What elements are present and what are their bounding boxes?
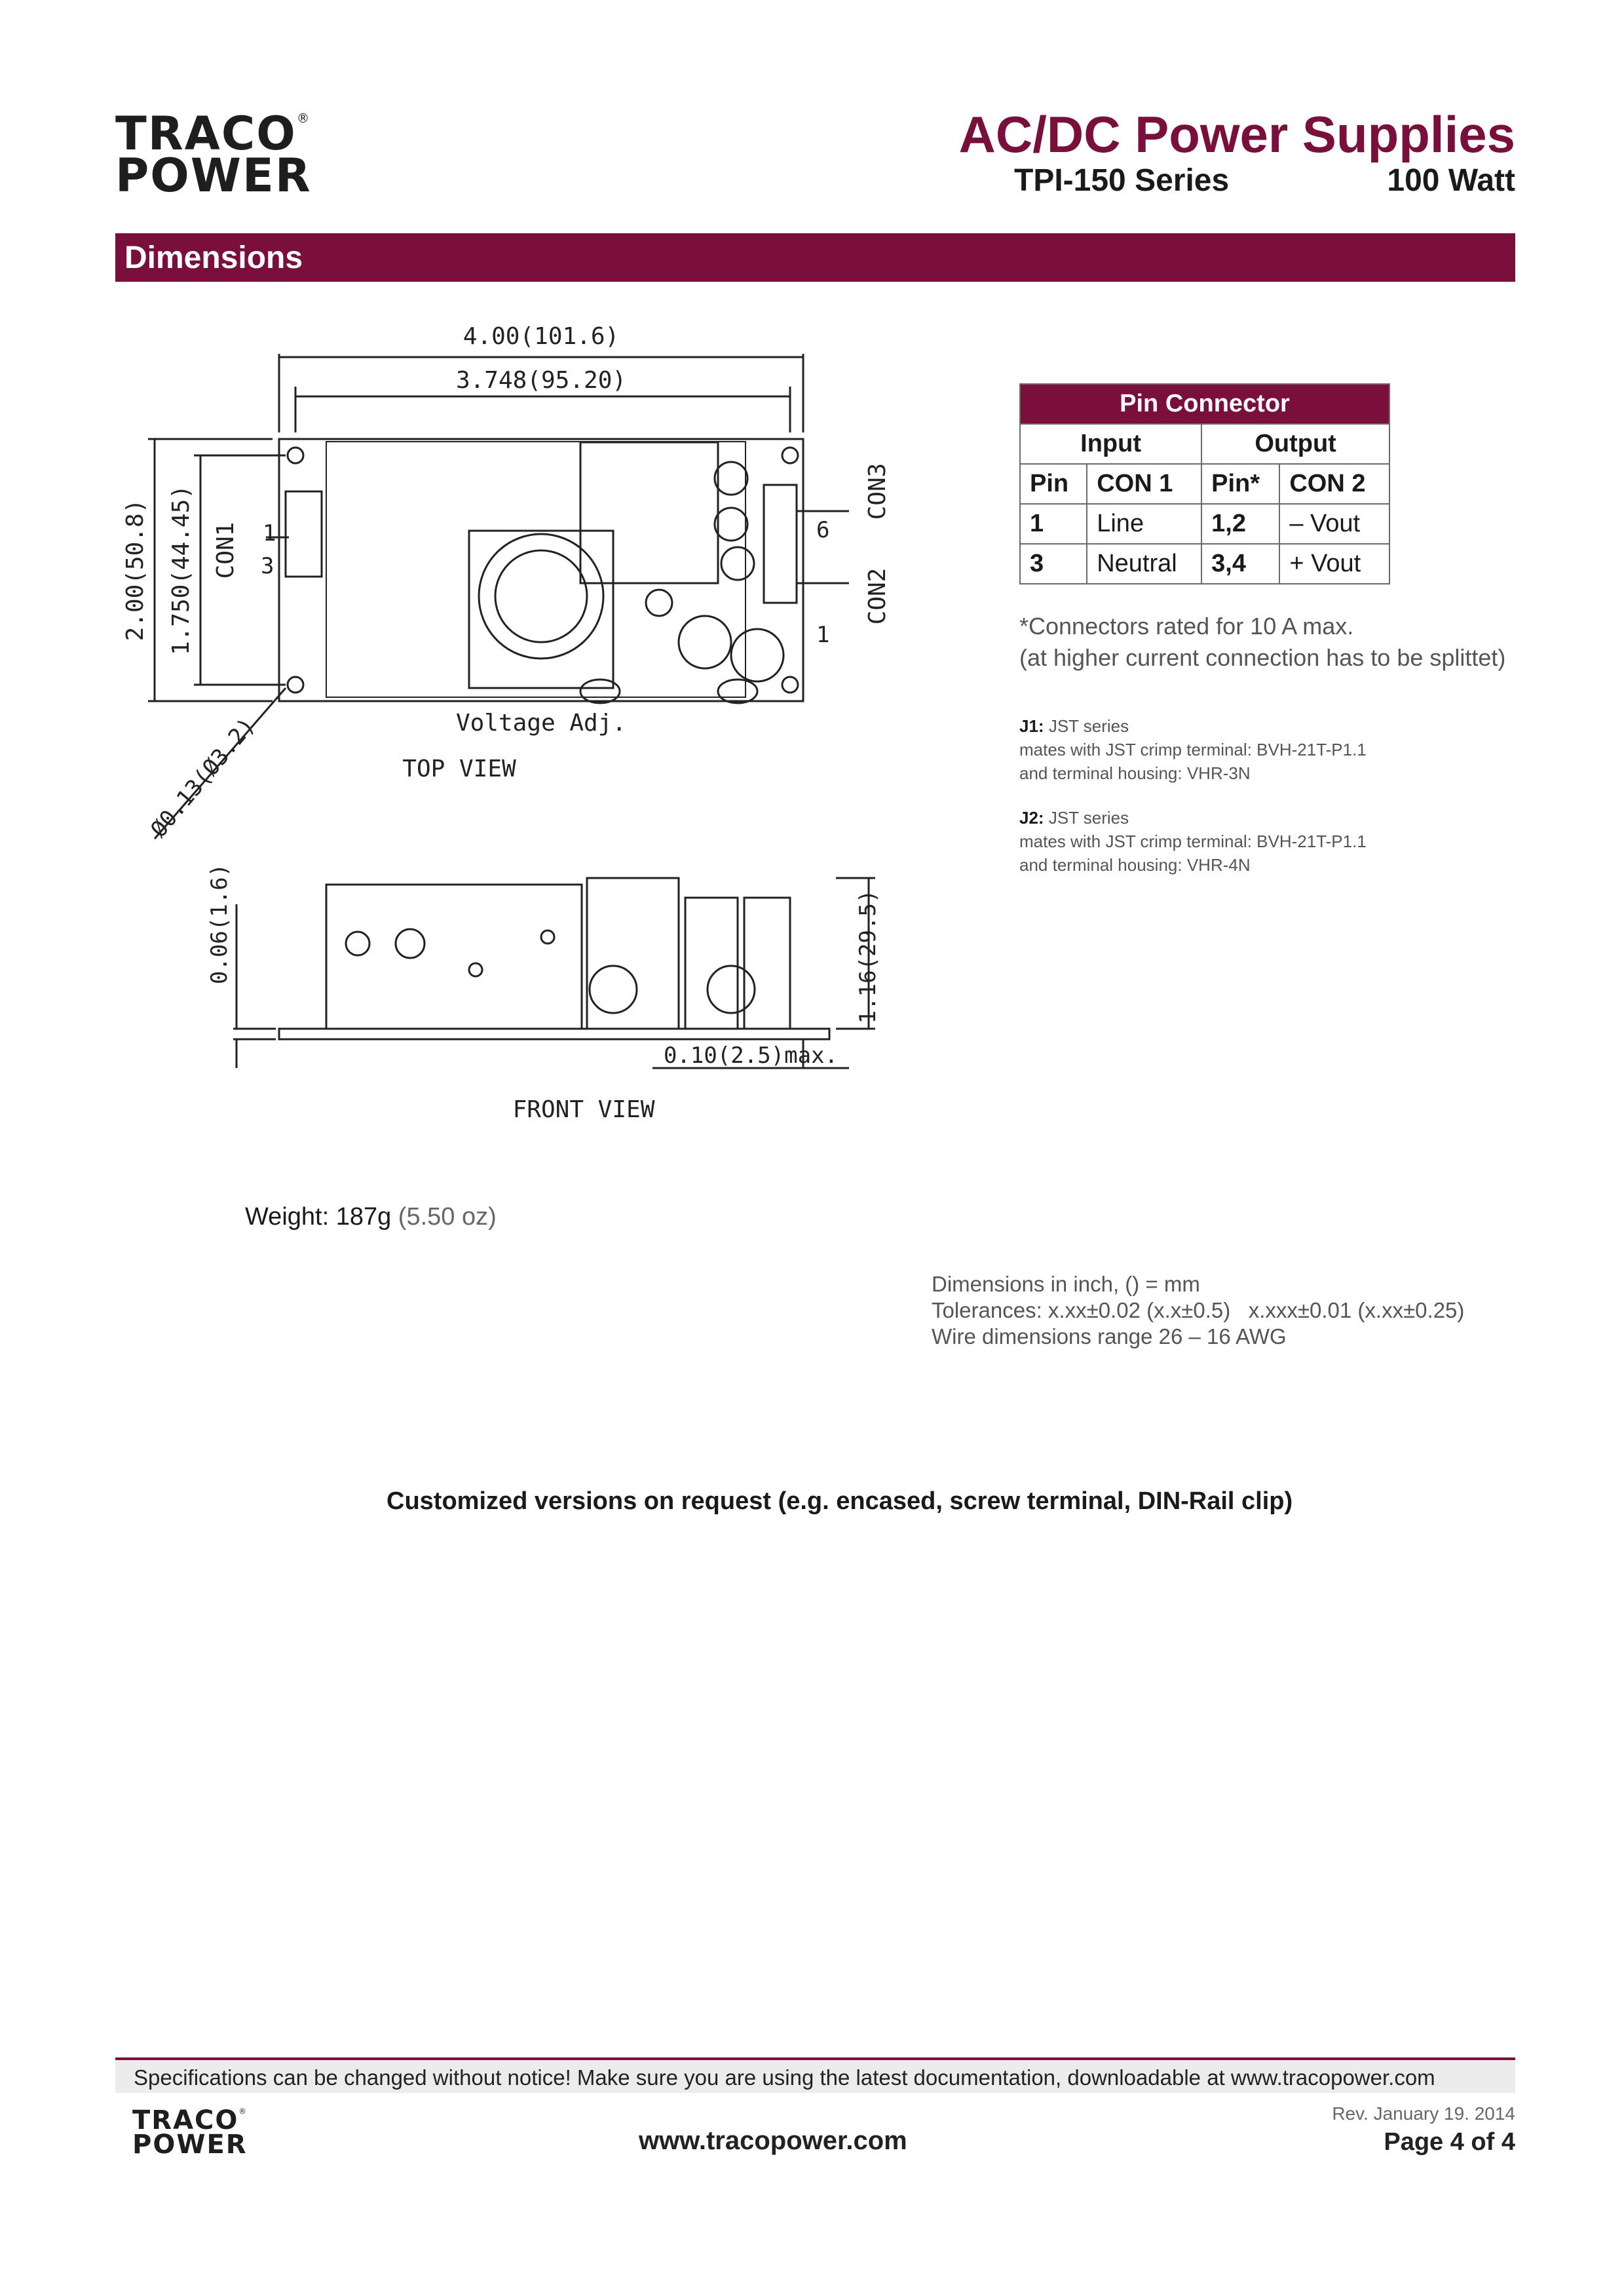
- j1-line1: JST series: [1048, 716, 1129, 736]
- dim-top-inner-height: 1.750(44.45): [168, 484, 195, 656]
- weight: [245, 1203, 497, 1231]
- table-cell: 3: [1020, 544, 1087, 584]
- dim-note-line3: Wire dimensions range 26 – 16 AWG: [932, 1324, 1287, 1349]
- dimension-drawing: [115, 315, 967, 1153]
- connector-note-line2: (at higher current connection has to be splittet): [1019, 644, 1506, 671]
- dim-top-width: 4.00(101.6): [463, 323, 620, 350]
- page-title: AC/DC Power Supplies: [958, 105, 1515, 163]
- pin-table-header: Pin*: [1201, 464, 1279, 504]
- dim-note-line1: Dimensions in inch, () = mm: [932, 1272, 1200, 1296]
- footer-notice-bar: [115, 2057, 1515, 2093]
- j2-note: [1019, 806, 1367, 877]
- weight-oz: (5.50 oz): [398, 1203, 497, 1231]
- con1-label: CON1: [212, 522, 239, 579]
- pin-table-output: Output: [1201, 424, 1389, 464]
- j1-note: [1019, 714, 1367, 785]
- con3-label: CON3: [864, 463, 891, 520]
- table-cell: 3,4: [1201, 544, 1279, 584]
- dimension-notes: [932, 1271, 1464, 1350]
- section-band: [115, 233, 1515, 282]
- series-name: TPI-150 Series: [1014, 163, 1230, 198]
- j2-line2: mates with JST crimp terminal: BVH-21T-P1.1: [1019, 832, 1367, 851]
- pin-table-header: CON 2: [1279, 464, 1389, 504]
- front-standoff-label: 0.06(1.6): [206, 863, 233, 985]
- logo-line1: TRACO: [115, 107, 297, 161]
- top-view-label: TOP VIEW: [402, 756, 516, 782]
- voltage-adj-label: Voltage Adj.: [455, 710, 627, 737]
- table-cell: 1,2: [1201, 504, 1279, 544]
- con2-label: CON2: [864, 567, 891, 625]
- logo-line2: POWER: [115, 149, 312, 203]
- wattage: 100 Watt: [1387, 163, 1515, 198]
- pin-table-header: Pin: [1020, 464, 1087, 504]
- pin-table-header: CON 1: [1087, 464, 1201, 504]
- footer-notice: Specifications can be changed without notice! Make sure you are using the latest documentation, downloadable at www.tracopower.com: [134, 2065, 1435, 2090]
- front-pin-label: 0.10(2.5)max.: [663, 1043, 839, 1069]
- footer-url: www.tracopower.com: [639, 2126, 907, 2155]
- front-height-label: 1.16(29.5): [855, 889, 881, 1024]
- table-cell: 1: [1020, 504, 1087, 544]
- dim-top-height: 2.00(50.8): [122, 499, 149, 641]
- front-view-board: [279, 1029, 829, 1039]
- table-row: [1020, 504, 1389, 544]
- connector-note: [1019, 611, 1505, 674]
- section-title: Dimensions: [124, 240, 303, 275]
- traco-logo: TRACO® POWER: [115, 107, 312, 203]
- pin-table-title: Pin Connector: [1020, 384, 1389, 424]
- footer-rev: Rev. January 19. 2014: [1332, 2103, 1515, 2124]
- footer-logo-line2: POWER: [132, 2129, 248, 2160]
- front-view-label: FRONT VIEW: [512, 1096, 655, 1123]
- table-cell: Line: [1087, 504, 1201, 544]
- footer-logo-line1: TRACO: [132, 2105, 239, 2135]
- pin6-label: 6: [816, 517, 830, 543]
- hole-label: Ø0.13(Ø3.2): [145, 712, 261, 843]
- table-cell: Neutral: [1087, 544, 1201, 584]
- footer-page: Page 4 of 4: [1384, 2128, 1515, 2156]
- j1-line2: mates with JST crimp terminal: BVH-21T-P1.1: [1019, 740, 1367, 759]
- pin3-label: 3: [261, 553, 274, 579]
- custom-note: Customized versions on request (e.g. encased, screw terminal, DIN-Rail clip): [387, 1487, 1293, 1515]
- footer-logo: TRACO® POWER: [132, 2105, 248, 2160]
- j1-line3: and terminal housing: VHR-3N: [1019, 763, 1251, 783]
- connector-note-line1: *Connectors rated for 10 A max.: [1019, 613, 1354, 640]
- pin1-label: 1: [263, 520, 276, 546]
- dim-top-inner-width: 3.748(95.20): [455, 367, 627, 394]
- j2-line1: JST series: [1048, 808, 1129, 828]
- pin-connector-table: [1019, 383, 1390, 584]
- j2-label: J2:: [1019, 808, 1044, 828]
- pin1b-label: 1: [816, 622, 830, 648]
- dim-note-line2: Tolerances: x.xx±0.02 (x.x±0.5) x.xxx±0.01 (x.xx±0.25): [932, 1298, 1465, 1322]
- weight-grams: Weight: 187g: [245, 1203, 392, 1231]
- j1-label: J1:: [1019, 716, 1044, 736]
- table-cell: – Vout: [1279, 504, 1389, 544]
- top-view-board: [279, 439, 803, 701]
- pin-table-input: Input: [1020, 424, 1201, 464]
- table-row: [1020, 544, 1389, 584]
- table-cell: + Vout: [1279, 544, 1389, 584]
- j2-line3: and terminal housing: VHR-4N: [1019, 855, 1251, 875]
